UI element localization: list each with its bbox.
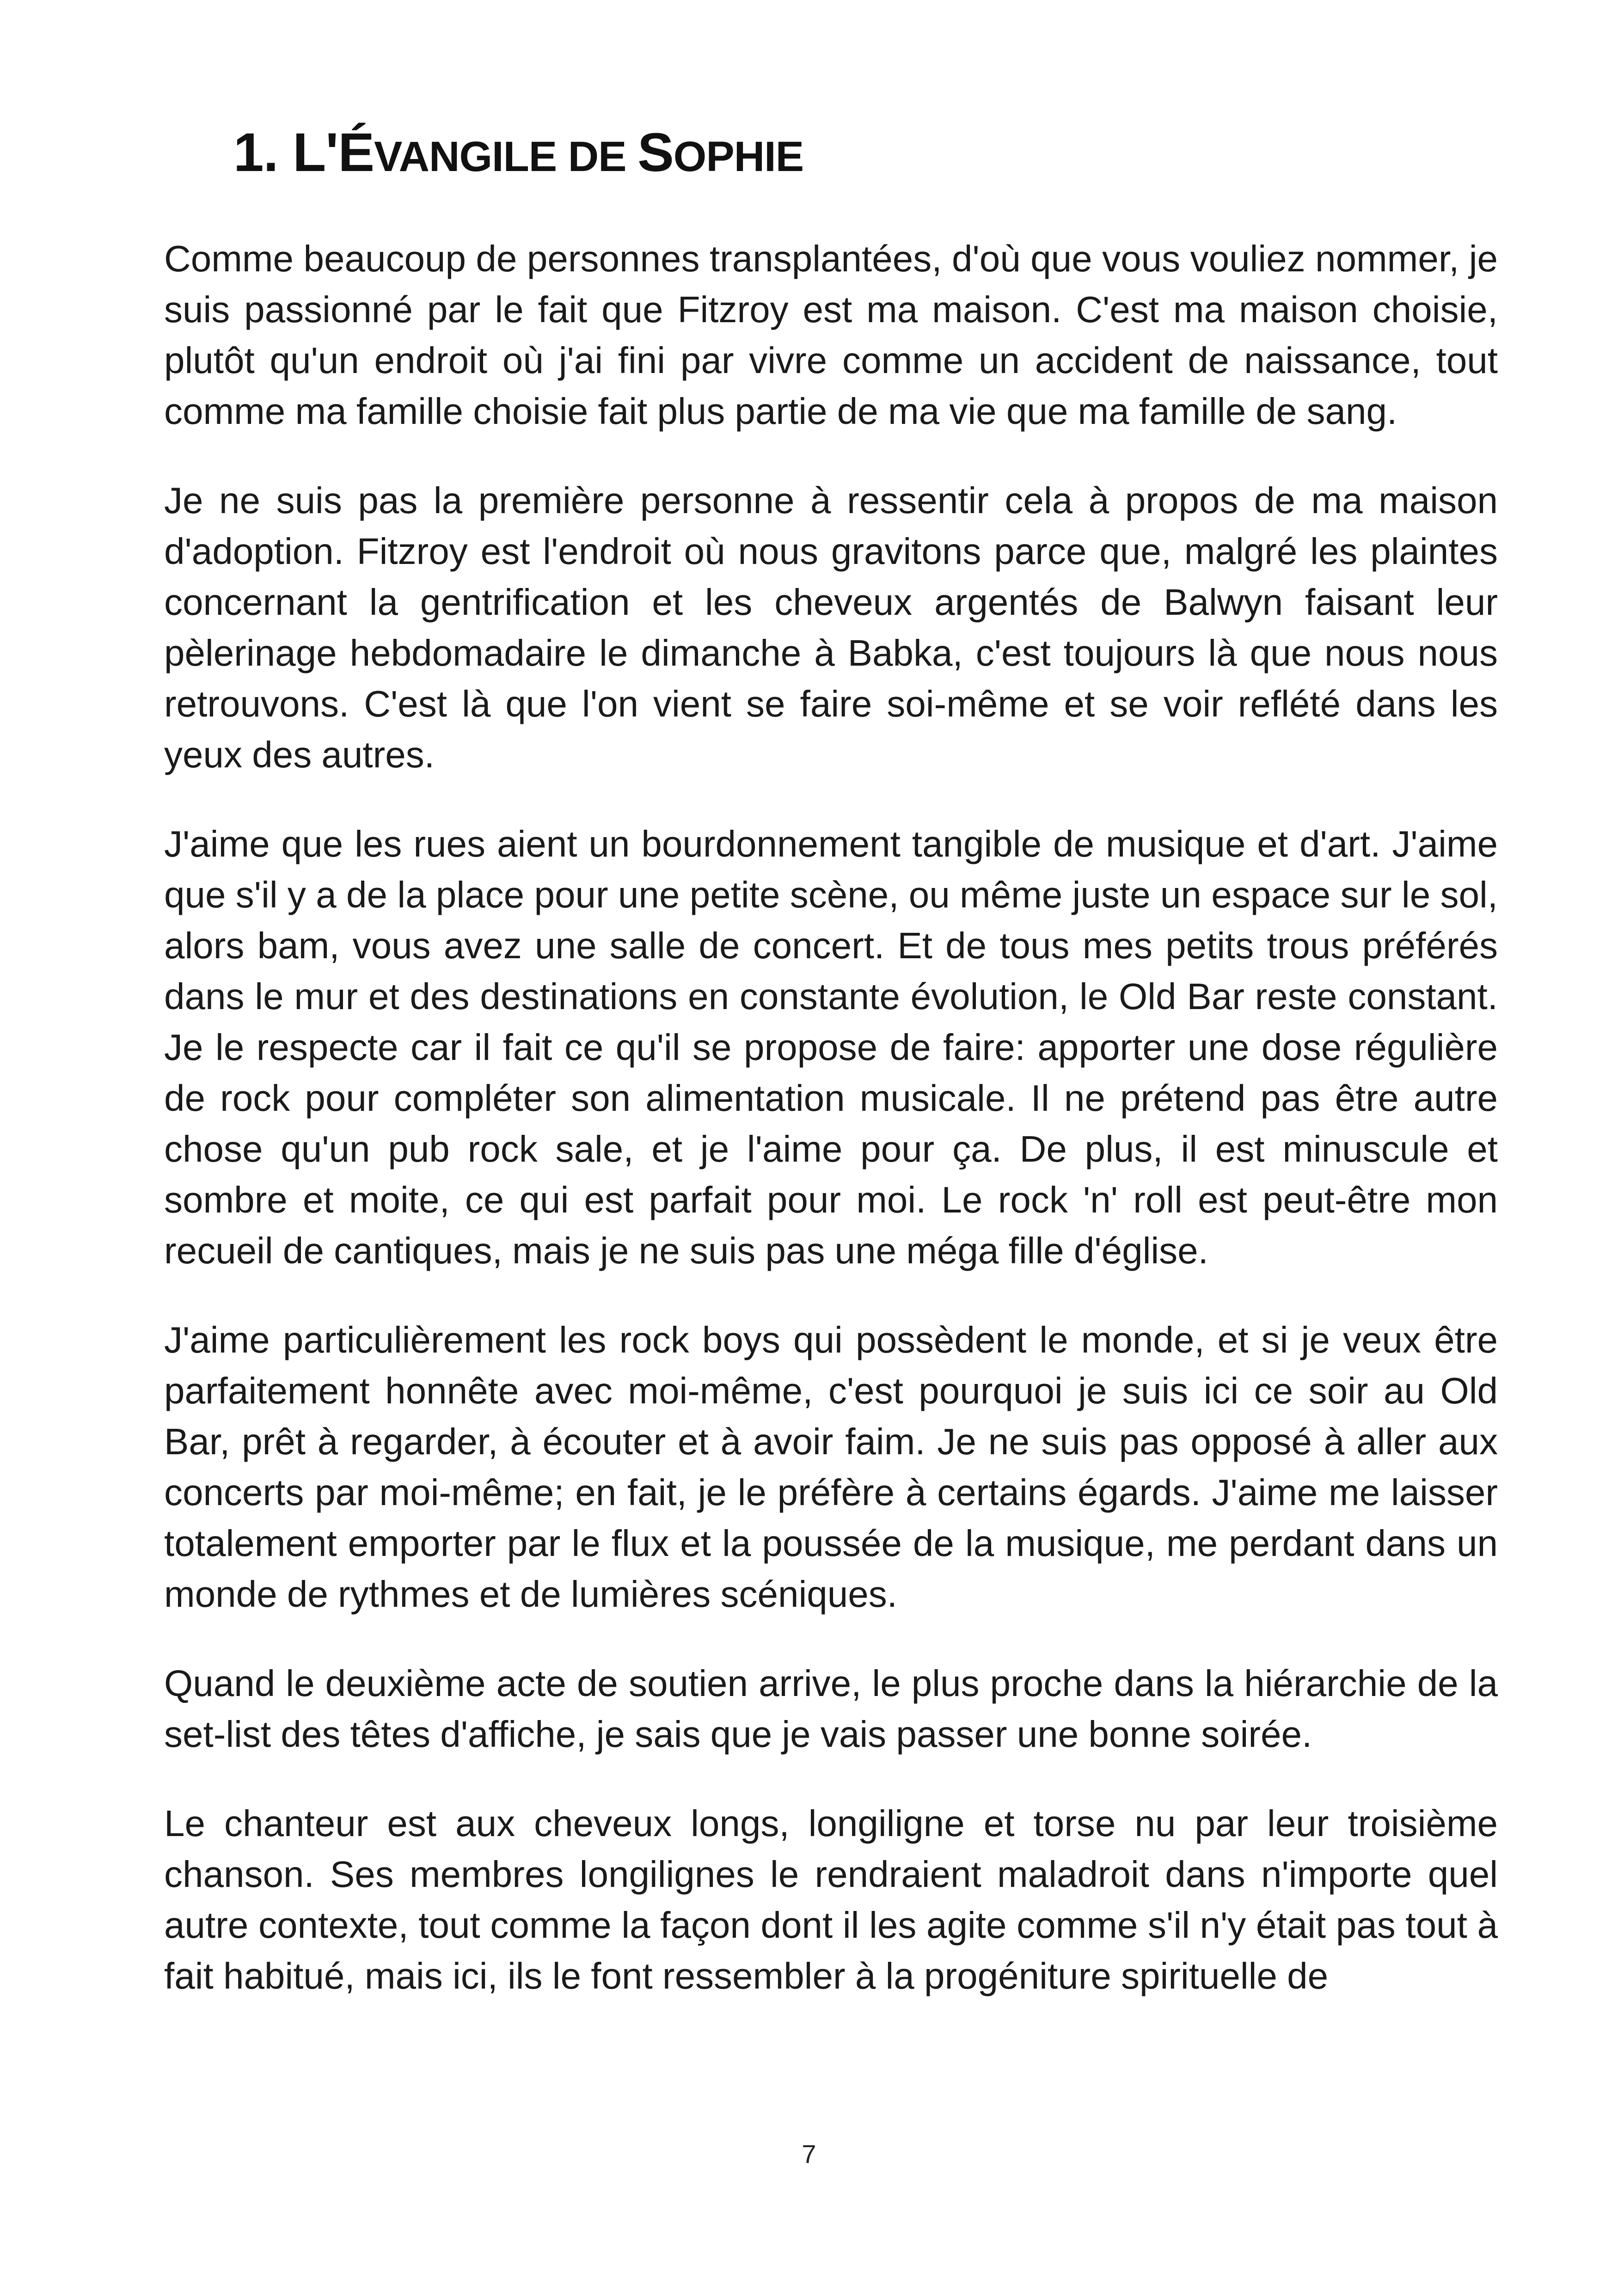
paragraph: J'aime que les rues aient un bourdonnement tangible de musique et d'art. J'aime que s'il y a de la place pour une petite scène, ou même juste un espace sur le sol, alors bam, vous avez une salle de concert. Et de tous mes petits trous préférés dans le mur et des destinations en constante évolution, le Old Bar reste constant. Je le respecte car il fait ce qu'il se propose de faire: apporter une dose régulière de rock pour compléter son alimentation musicale. Il ne prétend pas être autre chose qu'un pub rock sale, et je l'aime pour ça. De plus, il est minuscule et sombre et moite, ce qui est parfait pour moi. Le rock 'n' roll est peut-être mon recueil de cantiques, mais je ne suis pas une méga fille d'église. [164,823,1498,1271]
chapter-title-cap: S [637,122,674,183]
paragraph: Le chanteur est aux cheveux longs, longiligne et torse nu par leur troisième chanson. Ses membres longilignes le rendraient maladroit dans n'importe quel autre contexte, tout comme la façon dont il les agite comme s'il n'y était pas tout à fait habitué, mais ici, ils le font ressembler à la progéniture spirituelle de [164,1803,1498,1996]
paragraph: Je ne suis pas la première personne à ressentir cela à propos de ma maison d'adoption. Fitzroy est l'endroit où nous gravitons parce que, malgré les plaintes concernant la gentrification et les cheveux argentés de Balwyn faisant leur pèlerinage hebdomadaire le dimanche à Babka, c'est toujours là que nous nous retrouvons. C'est là que l'on vient se faire soi-même et se voir reflété dans les yeux des autres. [164,480,1498,775]
paragraph: Comme beaucoup de personnes transplantées, d'où que vous vouliez nommer, je suis passionné par le fait que Fitzroy est ma maison. C'est ma maison choisie, plutôt qu'un endroit où j'ai fini par vivre comme un accident de naissance, tout comme ma famille choisie fait plus partie de ma vie que ma famille de sang. [164,238,1498,432]
chapter-title-smallcaps-1: VANGILE DE [374,133,638,180]
paragraph: Quand le deuxième acte de soutien arrive, le plus proche dans la hiérarchie de la set-list des têtes d'affiche, je sais que je vais passer une bonne soirée. [164,1663,1498,1755]
page-number: 7 [802,2139,816,2168]
chapter-title-smallcaps-2: OPHIE [673,133,804,180]
chapter-title-prefix: 1. L'É [233,122,374,183]
paragraph: J'aime particulièrement les rock boys qui possèdent le monde, et si je veux être parfaitement honnête avec moi-même, c'est pourquoi je suis ici ce soir au Old Bar, prêt à regarder, à écouter et à avoir faim. Je ne suis pas opposé à aller aux concerts par moi-même; en fait, je le préfère à certains égards. J'aime me laisser totalement emporter par le flux et la poussée de la musique, me perdant dans un monde de rythmes et de lumières scéniques. [164,1319,1498,1615]
chapter-body [164,233,1498,2040]
chapter-title [233,118,803,191]
